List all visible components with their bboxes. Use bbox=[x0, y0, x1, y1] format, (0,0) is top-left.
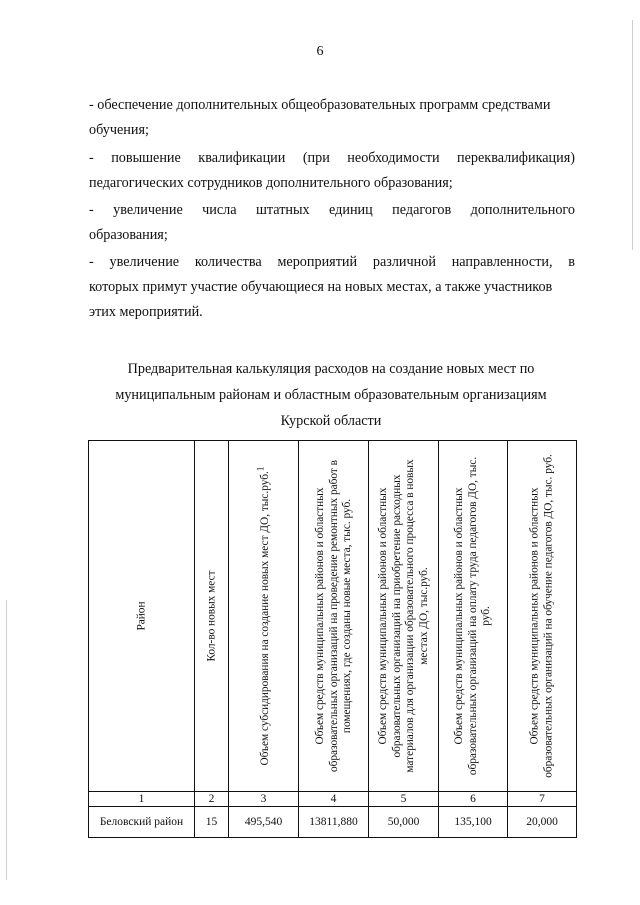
column-header-district: Район bbox=[89, 441, 195, 792]
column-number: 5 bbox=[369, 792, 439, 807]
paragraph-2 bbox=[89, 146, 575, 196]
column-header-salary-funds: Объем средств муниципальных районов и областных образовательных организаций на оплату труда педагогов ДО, тыс. руб. bbox=[439, 441, 508, 792]
column-number: 6 bbox=[439, 792, 508, 807]
paragraph-line: - обеспечение дополнительных общеобразовательных программ средствами bbox=[89, 97, 551, 113]
cell-new-places: 15 bbox=[195, 807, 229, 838]
paragraph-line: которых примут участие обучающиеся на новых местах, а также участников bbox=[89, 279, 553, 295]
scan-edge-mark bbox=[632, 20, 633, 250]
paragraph-line: образования; bbox=[89, 227, 168, 243]
paragraph-line: - повышение квалификации (при необходимости переквалификация) bbox=[89, 150, 575, 166]
header-footnote-mark: 1 bbox=[255, 466, 266, 472]
column-number: 2 bbox=[195, 792, 229, 807]
paragraph-line: - увеличение количества мероприятий различной направленности, в bbox=[89, 254, 575, 270]
cell-materials-funds: 50,000 bbox=[369, 807, 439, 838]
paragraph-line: обучения; bbox=[89, 122, 149, 138]
paragraph-line: этих мероприятий. bbox=[89, 304, 203, 320]
cell-district: Беловский район bbox=[89, 807, 195, 838]
column-header-training-funds: Объем средств муниципальных районов и областных образовательных организаций на обучение педагогов ДО, тыс. руб. bbox=[508, 441, 577, 792]
table-header-row bbox=[89, 441, 577, 792]
cell-training-funds: 20,000 bbox=[508, 807, 577, 838]
column-header-subsidy bbox=[229, 441, 299, 792]
cell-subsidy: 495,540 bbox=[229, 807, 299, 838]
heading-line: муниципальным районам и областным образовательным организациям bbox=[115, 387, 547, 403]
column-number: 7 bbox=[508, 792, 577, 807]
heading-line: Предварительная калькуляция расходов на создание новых мест по bbox=[127, 361, 535, 377]
scan-edge-mark bbox=[6, 600, 7, 880]
paragraph-4 bbox=[89, 250, 575, 325]
column-number: 1 bbox=[89, 792, 195, 807]
cell-repair-funds: 13811,880 bbox=[299, 807, 369, 838]
column-header-text: Объем субсидирования на создание новых мест ДО, тыс.руб. bbox=[258, 471, 271, 766]
paragraph-line: педагогических сотрудников дополнительного образования; bbox=[89, 175, 453, 191]
column-header-repair-funds: Объем средств муниципальных районов и областных образовательных организаций на проведение ремонтных работ в помещениях, где созданы новые места, тыс. руб. bbox=[299, 441, 369, 792]
table-heading bbox=[100, 356, 562, 434]
cell-salary-funds: 135,100 bbox=[439, 807, 508, 838]
heading-line: Курской области bbox=[280, 413, 382, 429]
paragraph-1 bbox=[89, 93, 575, 143]
column-header-new-places: Кол-во новых мест bbox=[195, 441, 229, 792]
table-row bbox=[89, 807, 577, 838]
column-number: 4 bbox=[299, 792, 369, 807]
paragraph-3 bbox=[89, 198, 575, 248]
cost-table bbox=[88, 440, 577, 838]
column-number: 3 bbox=[229, 792, 299, 807]
page-number: 6 bbox=[316, 44, 324, 59]
column-number-row bbox=[89, 792, 577, 807]
column-header-materials-funds: Объем средств муниципальных районов и областных образовательных организаций на приобретение расходных материалов для организации образовательного процесса в новых местах ДО, тыс.руб. bbox=[369, 441, 439, 792]
paragraph-line: - увеличение числа штатных единиц педагогов дополнительного bbox=[89, 202, 575, 218]
